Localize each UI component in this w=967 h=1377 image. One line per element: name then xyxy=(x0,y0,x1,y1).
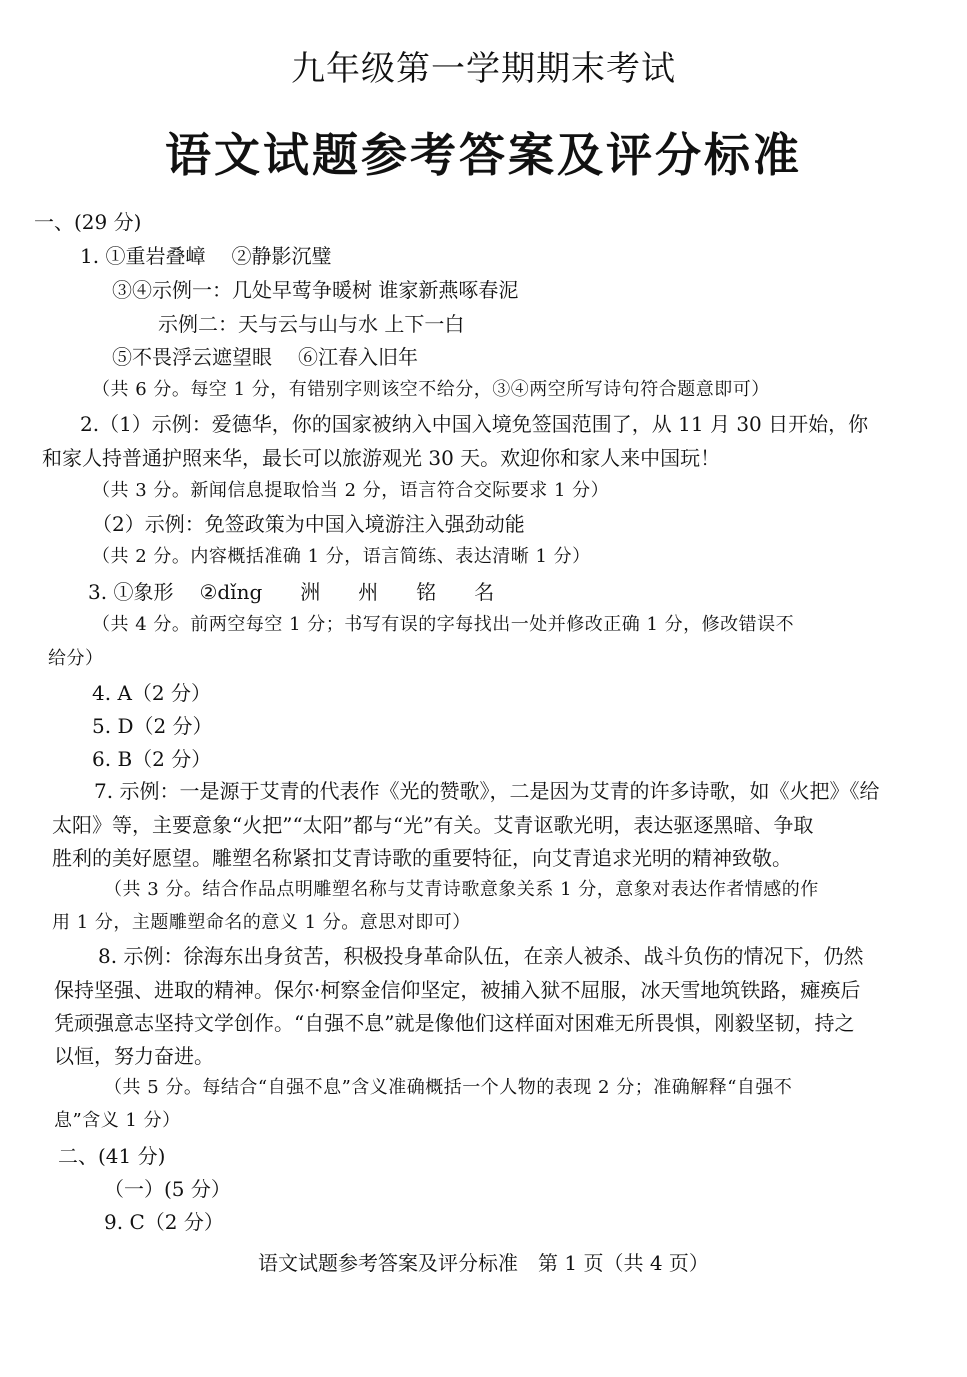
q5-answer: 5. D（2 分） xyxy=(92,714,213,738)
q1-answer-5: ⑤不畏浮云遮望眼 xyxy=(112,345,272,369)
q3-error-1: 洲 xyxy=(300,580,321,604)
q7-line3: 胜利的美好愿望。雕塑名称紧扣艾青诗歌的重要特征，向艾青追求光明的精神致敬。 xyxy=(52,846,792,870)
q6-answer: 6. B（2 分） xyxy=(92,747,212,771)
q3-scoring-note-line1: （共 4 分。前两空每空 1 分；书写有误的字每找出一处并修改正确 1 分，修改错误不 xyxy=(92,614,795,635)
q7-scoring-note-line1: （共 3 分。结合作品点明雕塑名称与艾青诗歌意象关系 1 分，意象对表达作者情感的作 xyxy=(104,879,819,900)
document-title: 语文试题参考答案及评分标准 xyxy=(165,128,802,182)
q3-fix-2: 名 xyxy=(474,580,495,604)
q8-line3: 凭顽强意志坚持文学创作。“自强不息”就是像他们这样面对困难无所畏惧，刚毅坚韧，持之 xyxy=(54,1011,855,1035)
q2-part2-scoring-note: （共 2 分。内容概括准确 1 分，语言简练、表达清晰 1 分） xyxy=(92,546,591,567)
q4-answer: 4. A（2 分） xyxy=(92,681,211,705)
q8-line4: 以恒，努力奋进。 xyxy=(54,1044,214,1068)
q3-answers xyxy=(88,582,494,602)
q7-scoring-note-line2: 用 1 分，主题雕塑命名的意义 1 分。意思对即可） xyxy=(52,912,471,933)
q2-part1-line1: 2.（1）示例：爱德华，你的国家被纳入中国入境免签国范围了，从 11 月 30 日开始，你 xyxy=(80,412,869,436)
page-footer: 语文试题参考答案及评分标准 第 1 页（共 4 页） xyxy=(258,1251,709,1275)
q2-part1-line2: 和家人持普通护照来华，最长可以旅游观光 30 天。欢迎你和家人来中国玩！ xyxy=(42,446,721,470)
q1-line1 xyxy=(80,246,331,266)
q1-answer-2: ②静影沉璧 xyxy=(231,244,332,268)
section1-heading: 一、(29 分) xyxy=(34,210,142,234)
q1-line4 xyxy=(112,347,418,367)
q3-error-2: 铭 xyxy=(416,580,437,604)
q2-part1-scoring-note: （共 3 分。新闻信息提取恰当 2 分，语言符合交际要求 1 分） xyxy=(92,480,610,501)
q1-answer-6: ⑥江春入旧年 xyxy=(298,345,418,369)
q1-line3: 示例二：天与云与山与水 上下一白 xyxy=(158,312,465,336)
q8-scoring-note-line1: （共 5 分。每结合“自强不息”含义准确概括一个人物的表现 2 分；准确解释“自强不 xyxy=(104,1077,793,1098)
q8-line2: 保持坚强、进取的精神。保尔·柯察金信仰坚定，被捕入狱不屈服，冰天雪地筑铁路，瘫痪后 xyxy=(54,978,861,1002)
q9-answer: 9. C（2 分） xyxy=(104,1210,224,1234)
q3-scoring-note-line2: 给分） xyxy=(48,648,104,669)
q8-scoring-note-line2: 息”含义 1 分） xyxy=(54,1110,181,1131)
q1-scoring-note: （共 6 分。每空 1 分，有错别字则该空不给分，③④两空所写诗句符合题意即可） xyxy=(92,379,770,400)
q1-line2: ③④示例一：几处早莺争暖树 谁家新燕啄春泥 xyxy=(112,278,519,302)
q3-fix-1: 州 xyxy=(358,580,379,604)
q8-line1: 8. 示例：徐海东出身贫苦，积极投身革命队伍，在亲人被杀、战斗负伤的情况下，仍然 xyxy=(98,944,864,968)
exam-title: 九年级第一学期期末考试 xyxy=(291,49,676,89)
q3-answer-2: ②dǐng xyxy=(199,580,263,604)
q3-answer-1: 3. ①象形 xyxy=(88,580,174,604)
q7-line1: 7. 示例：一是源于艾青的代表作《光的赞歌》，二是因为艾青的许多诗歌，如《火把》《给 xyxy=(94,779,880,803)
q1-answer-1: 1. ①重岩叠嶂 xyxy=(80,244,206,268)
section2-subsection1: （一）(5 分） xyxy=(104,1177,231,1201)
q2-part2: （2）示例：免签政策为中国入境游注入强劲动能 xyxy=(92,512,525,536)
section2-heading: 二、(41 分) xyxy=(58,1144,166,1168)
q7-line2: 太阳》等，主要意象“火把”“太阳”都与“光”有关。艾青讴歌光明，表达驱逐黑暗、争取 xyxy=(52,813,814,837)
